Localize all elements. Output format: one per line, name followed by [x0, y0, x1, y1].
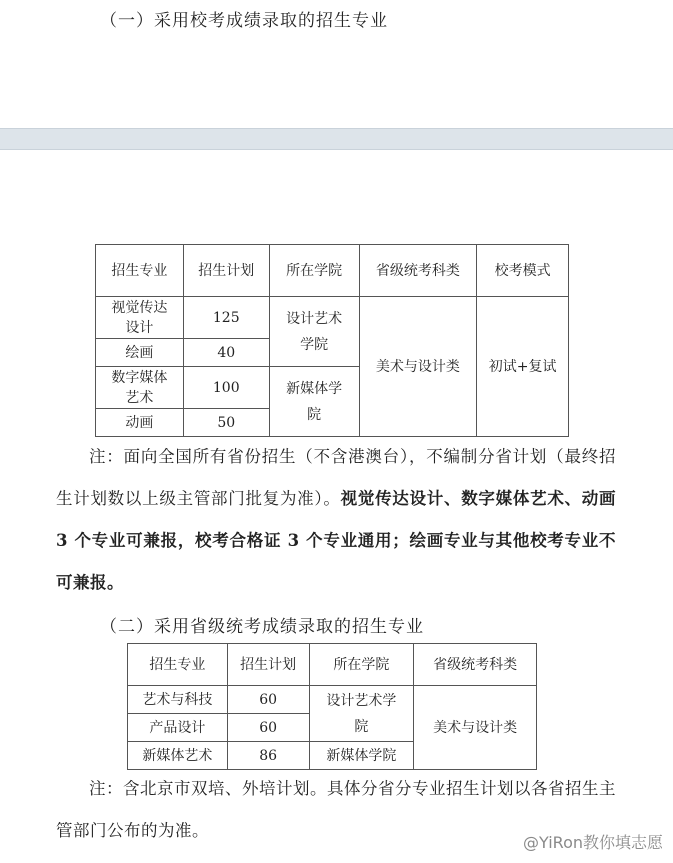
table-header-cell: 省级统考科类 — [359, 245, 477, 297]
table-header-cell: 招生计划 — [227, 644, 309, 686]
note-bold-text: 视觉传达设计、数字媒体艺术、动画 3 个专业可兼报，校考合格证 3 个专业通用；绘画专业与其他校考专业不可兼报。 — [56, 489, 617, 592]
major-cell: 数字媒体艺术 — [96, 367, 184, 409]
major-cell: 视觉传达设计 — [96, 297, 184, 339]
plan-cell: 60 — [227, 686, 309, 714]
table-header-cell: 招生专业 — [96, 245, 184, 297]
table-exam-majors — [95, 244, 569, 437]
page-divider — [0, 128, 673, 150]
table-header-cell: 招生计划 — [183, 245, 269, 297]
section2-heading: （二）采用省级统考成绩录取的招生专业 — [100, 617, 424, 637]
mode-cell: 初试+复试 — [477, 297, 569, 437]
table-header-row — [96, 245, 569, 297]
section1-heading: （一）采用校考成绩录取的招生专业 — [100, 11, 388, 31]
table-header-cell: 省级统考科类 — [414, 644, 537, 686]
college-cell: 设计艺术学院 — [309, 686, 414, 742]
plan-cell: 50 — [183, 409, 269, 437]
table-header-cell: 校考模式 — [477, 245, 569, 297]
watermark: @YiRon教你填志愿 — [523, 833, 663, 852]
plan-cell: 100 — [183, 367, 269, 409]
table-row — [96, 297, 569, 339]
plan-cell: 125 — [183, 297, 269, 339]
college-cell: 新媒体学院 — [309, 742, 414, 770]
major-cell: 动画 — [96, 409, 184, 437]
note-text: 注：面向全国所有省份招生（不含港澳台），不编制分省计划（最终招生计划数以上级主管部门批复为准）。 — [56, 447, 616, 508]
major-cell: 绘画 — [96, 339, 184, 367]
major-cell: 新媒体艺术 — [128, 742, 228, 770]
table-header-cell: 所在学院 — [309, 644, 414, 686]
category-cell: 美术与设计类 — [414, 686, 537, 770]
table-row — [128, 686, 537, 714]
category-cell: 美术与设计类 — [359, 297, 477, 437]
table-header-cell: 招生专业 — [128, 644, 228, 686]
note-paragraph — [56, 436, 616, 604]
note2-paragraph: 注：含北京市双培、外培计划。具体分省分专业招生计划以各省招生主管部门公布的为准。 — [56, 779, 616, 840]
table-unified-exam-majors — [127, 643, 537, 770]
major-cell: 产品设计 — [128, 714, 228, 742]
college-cell: 新媒体学院 — [269, 367, 359, 437]
plan-cell: 40 — [183, 339, 269, 367]
plan-cell: 86 — [227, 742, 309, 770]
table-header-row — [128, 644, 537, 686]
plan-cell: 60 — [227, 714, 309, 742]
major-cell: 艺术与科技 — [128, 686, 228, 714]
table-header-cell: 所在学院 — [269, 245, 359, 297]
college-cell: 设计艺术学院 — [269, 297, 359, 367]
